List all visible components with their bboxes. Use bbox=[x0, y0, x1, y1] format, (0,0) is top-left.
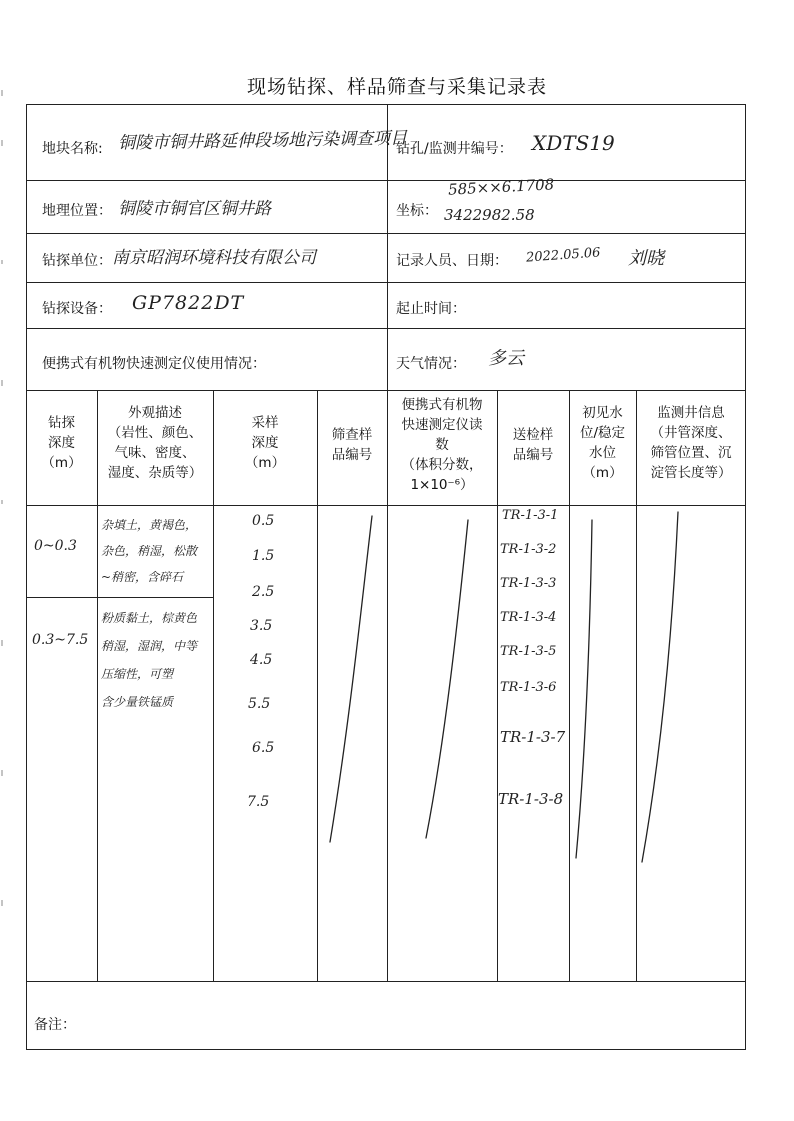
coordinates-label: 坐标： bbox=[396, 203, 438, 219]
layer-2-depth: 0.3~7.5 bbox=[32, 632, 89, 648]
layer-1-depth: 0~0.3 bbox=[34, 538, 77, 554]
lab-sample-id: TR-1-3-5 bbox=[500, 644, 557, 659]
plot-name-label: 地块名称: bbox=[42, 141, 103, 157]
lab-sample-id: TR-1-3-8 bbox=[498, 790, 564, 808]
drilling-unit-label: 钻探单位： bbox=[42, 253, 112, 269]
weather-label: 天气情况： bbox=[396, 356, 466, 372]
recorder-date-label: 记录人员、日期： bbox=[396, 253, 508, 269]
lab-sample-id: TR-1-3-2 bbox=[500, 542, 557, 557]
drilling-unit-value: 南京昭润环境科技有限公司 bbox=[112, 248, 316, 268]
sample-depth: 1.5 bbox=[252, 548, 275, 564]
borehole-id-value: XDTS19 bbox=[532, 131, 615, 155]
location-value: 铜陵市铜官区铜井路 bbox=[118, 199, 271, 219]
lab-sample-id: TR-1-3-6 bbox=[500, 680, 557, 695]
sample-depth: 6.5 bbox=[252, 740, 275, 756]
strike-screening bbox=[330, 516, 372, 842]
header-sample-depth: 采样 深度 （m） bbox=[244, 415, 286, 471]
pid-usage-label: 便携式有机物快速测定仪使用情况： bbox=[42, 356, 266, 372]
strike-well-info bbox=[642, 512, 678, 862]
sample-depth: 4.5 bbox=[250, 652, 273, 668]
remarks-label: 备注： bbox=[34, 1017, 76, 1033]
header-drill-depth: 钻探 深度 （m） bbox=[41, 415, 82, 471]
sample-depth: 0.5 bbox=[252, 513, 275, 529]
record-date: 2022.05.06 bbox=[525, 245, 601, 266]
layer-2-description: 粉质黏土，棕黄色 稍湿，湿润，中等 压缩性，可塑 含少量铁锰质 bbox=[101, 611, 198, 709]
borehole-id-label: 钻孔/监测井编号： bbox=[396, 141, 513, 157]
weather-value: 多云 bbox=[488, 348, 524, 369]
lab-sample-id: TR-1-3-1 bbox=[502, 508, 559, 523]
sample-depth: 5.5 bbox=[248, 696, 271, 712]
header-well-info: 监测井信息 （井管深度、 筛管位置、沉 淀管长度等） bbox=[650, 405, 732, 481]
location-label: 地理位置： bbox=[42, 203, 112, 219]
lab-sample-id: TR-1-3-3 bbox=[500, 576, 557, 591]
strike-pid bbox=[426, 520, 468, 838]
strike-water-level bbox=[576, 520, 592, 858]
equipment-label: 钻探设备： bbox=[42, 301, 112, 317]
coordinate-y: 3422982.58 bbox=[444, 206, 535, 224]
header-screening-id: 筛查样 品编号 bbox=[331, 427, 373, 463]
plot-name-value: 铜陵市铜井路延伸段场地污染调查项目 bbox=[117, 128, 408, 154]
header-pid-reading: 便携式有机物 快速测定仪读 数 （体积分数， 1×10⁻⁶） bbox=[401, 397, 483, 493]
start-end-time-label: 起止时间： bbox=[396, 301, 466, 317]
lab-sample-id: TR-1-3-4 bbox=[500, 610, 557, 625]
header-lab-sample-id: 送检样 品编号 bbox=[512, 427, 554, 463]
header-water-level: 初见水 位/稳定 水位 （m） bbox=[579, 405, 626, 481]
sample-depth: 7.5 bbox=[247, 794, 270, 810]
recorder-name: 刘晓 bbox=[628, 248, 664, 269]
coordinate-x: 585××6.1708 bbox=[447, 175, 555, 199]
form-title: 现场钻探、样品筛查与采集记录表 bbox=[246, 76, 547, 98]
equipment-value: GP7822DT bbox=[132, 292, 245, 314]
sample-depth: 3.5 bbox=[250, 618, 273, 634]
header-appearance: 外观描述 （岩性、颜色、 气味、密度、 湿度、杂质等） bbox=[107, 405, 203, 481]
layer-1-description: 杂填土，黄褐色， 杂色，稍湿，松散 ~稍密，含碎石 bbox=[101, 518, 198, 584]
lab-sample-id: TR-1-3-7 bbox=[500, 728, 566, 746]
sample-depth: 2.5 bbox=[252, 584, 275, 600]
